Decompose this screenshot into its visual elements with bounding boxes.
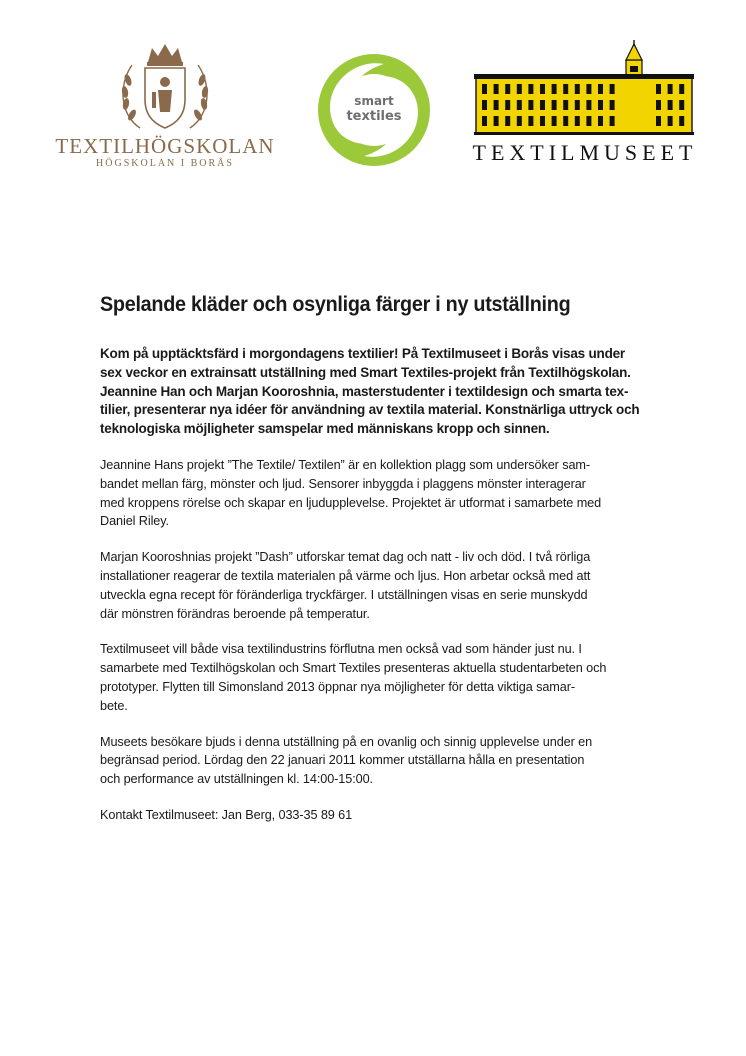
body-line: med kroppens rörelse och skapar en ljudupplevelse. Projektet är utformat i samarbete med — [100, 495, 602, 510]
smart-textiles-wordmark — [312, 94, 436, 124]
body-line: installationer reagerar de textila materialen på värme och ljus. Hon arbetar också med att — [100, 568, 591, 583]
lead-line: tilier, presenterar nya idéer för användning av textila material. Konstnärliga uttryck och — [100, 402, 640, 418]
textilhogskolan-name: TEXTILHÖGSKOLAN — [55, 134, 275, 158]
lead-line: sex veckor en extrainsatt utställning med Smart Textiles-projekt från Textilhögskolan. — [100, 364, 631, 380]
body-paragraph — [100, 640, 660, 715]
body-paragraph — [100, 456, 660, 531]
body-line: Kontakt Textilmuseet: Jan Berg, 033-35 89 61 — [100, 807, 353, 822]
logo-row — [0, 40, 746, 180]
textilhogskolan-subname: HÖGSKOLAN I BORÅS — [96, 158, 234, 169]
body-line: bandet mellan färg, mönster och ljud. Sensorer inbyggda i plaggens mönster interagerar — [100, 476, 586, 491]
body-paragraphs — [100, 456, 660, 825]
body-line: Jeannine Hans projekt ”The Textile/ Textilen” är en kollektion plagg som undersöker sam- — [100, 457, 591, 472]
body-line: Daniel Riley. — [100, 514, 169, 529]
body-line: utveckla egna recept för föränderliga tryckfärger. I utställningen visas en serie munskydd — [100, 587, 588, 602]
lead-paragraph — [100, 345, 660, 439]
body-line: där mönstren förändras beroende på temperatur. — [100, 606, 370, 621]
body-line: samarbete med Textilhögskolan och Smart Textiles presenteras aktuella studentarbeten och — [100, 661, 607, 676]
body-line: Museets besökare bjuds i denna utställning på en ovanlig och sinnig upplevelse under en — [100, 734, 593, 749]
smart-textiles-logo — [312, 48, 436, 172]
body-paragraph — [100, 733, 660, 789]
body-line: begränsad period. Lördag den 22 januari 2011 kommer utställarna hålla en presentation — [100, 753, 585, 768]
textilmuseet-name: TEXTILMUSEET — [472, 140, 698, 165]
article-body — [100, 345, 660, 842]
smart-word: smart — [354, 94, 394, 108]
article-title: Spelande kläder och osynliga färger i ny utställning — [100, 292, 571, 316]
textilhogskolan-logo — [40, 40, 290, 175]
textilhogskolan-crest-icon — [40, 40, 290, 135]
body-paragraph — [100, 806, 660, 825]
body-line: Marjan Kooroshnias projekt ”Dash” utforskar temat dag och natt - liv och död. I två rörliga — [100, 550, 591, 565]
lead-line: Jeannine Han och Marjan Kooroshnia, masterstudenter i textildesign och smarta tex- — [100, 383, 629, 399]
textilmuseet-building-icon — [470, 40, 700, 138]
textiles-word: textiles — [346, 109, 402, 124]
body-line: bete. — [100, 698, 128, 713]
body-paragraph — [100, 548, 660, 623]
body-line: prototyper. Flytten till Simonsland 2013 öppnar nya möjligheter för detta viktiga samar- — [100, 679, 575, 694]
body-line: och performance av utställningen kl. 14:00-15:00. — [100, 772, 373, 787]
body-line: Textilmuseet vill både visa textilindustrins förflutna men också vad som händer just nu. I — [100, 642, 582, 657]
textilmuseet-logo — [470, 40, 700, 170]
lead-line: teknologiska möjligheter samspelar med människans kropp och sinnen. — [100, 421, 550, 437]
lead-line: Kom på upptäcktsfärd i morgondagens textilier! På Textilmuseet i Borås visas under — [100, 346, 625, 361]
